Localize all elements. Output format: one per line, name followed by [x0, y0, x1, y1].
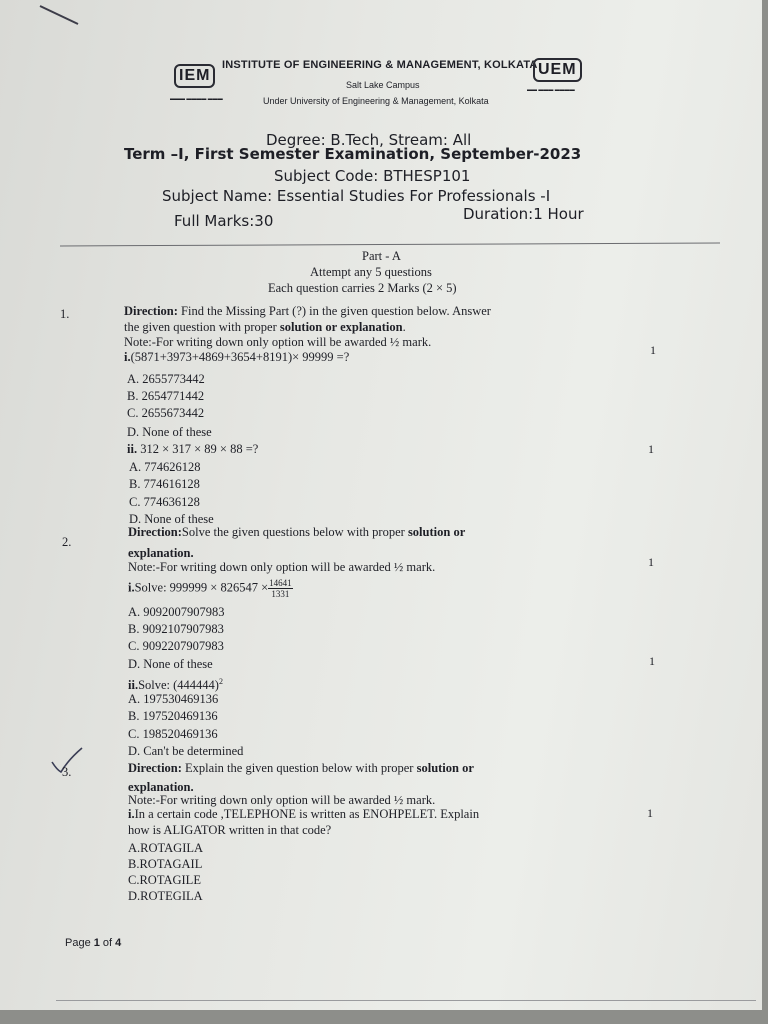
q1-i-question: i.(5871+3973+4869+3654+8191)× 99999 =? [124, 350, 350, 364]
campus-name: Salt Lake Campus [346, 80, 420, 90]
term-line: Term –I, First Semester Examination, September-2023 [124, 145, 582, 163]
university-name: Under University of Engineering & Management, Kolkata [263, 96, 489, 106]
q1-i-option-a: A. 2655773442 [127, 372, 205, 386]
full-marks: Full Marks:30 [174, 212, 274, 230]
q2-ii-mark: 1 [649, 654, 655, 668]
part-title: Part - A [362, 249, 401, 263]
institute-name: INSTITUTE OF ENGINEERING & MANAGEMENT, KOLKATA [222, 59, 538, 71]
iem-logo: IEM [174, 64, 215, 88]
q3-i-question: i.In a certain code ,TELEPHONE is written as ENOHPELET. Explain [128, 807, 480, 821]
degree-line: Degree: B.Tech, Stream: All [266, 131, 472, 149]
q2-i-option-d: D. None of these [128, 657, 213, 671]
q2-i-question: i.Solve: 999999 × 826547 × $\frac{14641}{1331}$ [128, 578, 292, 599]
uem-logo-tagline: ▬▬ ▬▬▬ ▬▬▬▬ [527, 87, 575, 93]
q1-direction: Direction: Find the Missing Part (?) in the given question below. Answer [124, 304, 491, 318]
iem-logo-tagline: ▬▬▬ ▬▬▬▬ ▬▬▬ [170, 96, 223, 102]
q1-ii-question: ii. 312 × 317 × 89 × 88 =? [127, 442, 259, 456]
q1-ii-mark: 1 [648, 442, 654, 456]
q1-note: Note:-For writing down only option will be awarded ½ mark. [124, 335, 432, 349]
q3-i-option-d: D.ROTEGILA [128, 889, 203, 903]
q2-i-option-c: C. 9092207907983 [128, 639, 224, 653]
q2-ii-option-b: B. 197520469136 [128, 709, 218, 723]
q1-ii-option-b: B. 774616128 [129, 477, 200, 491]
uem-logo: UEM [533, 58, 582, 82]
q1-i-option-b: B. 2654771442 [127, 389, 205, 403]
q3-i-mark: 1 [647, 806, 653, 820]
q2-ii-option-a: A. 197530469136 [128, 692, 219, 706]
footer-divider [56, 1000, 756, 1001]
q2-ii-option-c: C. 198520469136 [128, 727, 218, 741]
q2-i-mark: 1 [648, 555, 654, 569]
q3-direction-line2: explanation. [128, 780, 194, 794]
part-marks-line: Each question carries 2 Marks (2 × 5) [268, 281, 457, 295]
part-instruction: Attempt any 5 questions [310, 265, 432, 279]
q1-i-mark: 1 [650, 343, 656, 357]
q1-direction-line2: the given question with proper solution or explanation. [124, 320, 406, 334]
q2-ii-question: ii.Solve: $(444444)^2$ [128, 677, 223, 693]
question-number: 1. [60, 307, 70, 321]
q1-ii-option-a: A. 774626128 [129, 460, 201, 474]
q1-i-option-d: D. None of these [127, 425, 212, 439]
q2-note: Note:-For writing down only option will be awarded ½ mark. [128, 560, 436, 574]
page-indicator: Page 1 of 4 [65, 937, 122, 949]
fraction: $\frac{14641}{1331}$ [269, 578, 292, 599]
subject-code: Subject Code: BTHESP101 [274, 167, 471, 185]
q2-ii-option-d: D. Can't be determined [128, 744, 244, 758]
q1-ii-option-c: C. 774636128 [129, 495, 200, 509]
q2-i-option-a: A. 9092007907983 [128, 605, 225, 619]
q3-note: Note:-For writing down only option will be awarded ½ mark. [128, 793, 436, 807]
question-number: 2. [62, 535, 72, 549]
q1-i-option-c: C. 2655673442 [127, 406, 205, 420]
pen-stroke-mark [38, 2, 82, 28]
q1-ii-option-d: D. None of these [129, 512, 214, 526]
duration: Duration:1 Hour [463, 205, 584, 223]
q3-direction: Direction: Explain the given question below with proper solution or [128, 761, 474, 775]
q2-i-option-b: B. 9092107907983 [128, 622, 224, 636]
q2-direction-line2: explanation. [128, 546, 194, 560]
q3-i-option-b: B.ROTAGAIL [128, 857, 203, 871]
header-divider [60, 243, 720, 247]
question-number: 3. [62, 765, 72, 779]
subject-name: Subject Name: Essential Studies For Professionals -I [162, 187, 551, 205]
q2-direction: Direction:Solve the given questions below with proper solution or [128, 525, 466, 539]
q3-i-option-a: A.ROTAGILA [128, 841, 204, 855]
q3-i-option-c: C.ROTAGILE [128, 873, 201, 887]
q3-i-question-line2: how is ALIGATOR written in that code? [128, 823, 332, 837]
